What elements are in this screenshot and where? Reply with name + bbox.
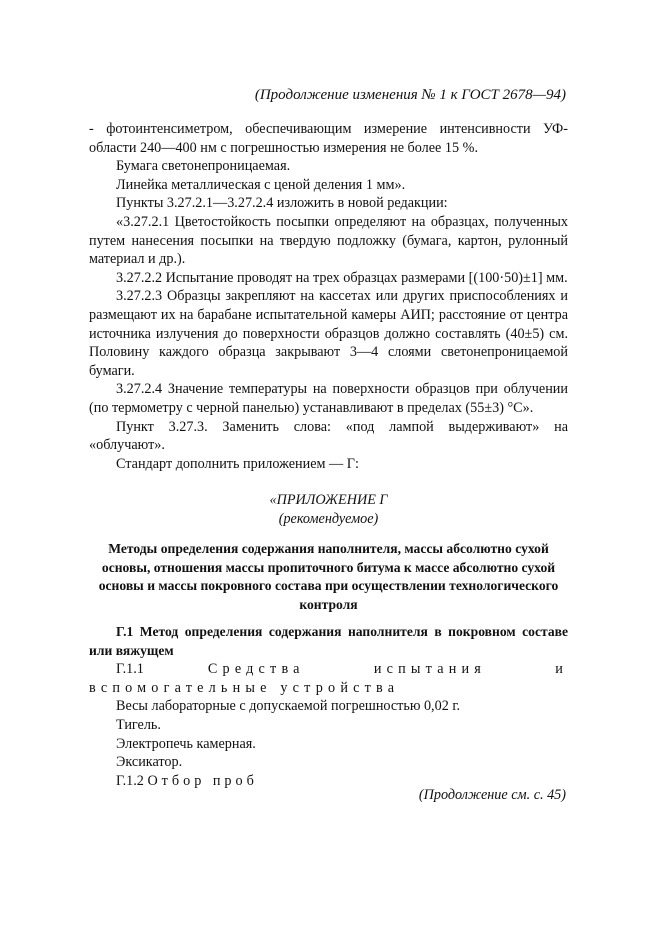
subsection-g11-title: Средства испытания и вспомогательные устройства bbox=[89, 661, 569, 696]
paragraph-3-27-2-2: 3.27.2.2 Испытание проводят на трех образцах размерами [(100·50)±1] мм. bbox=[116, 269, 568, 286]
paragraph-3-27-2-1: «3.27.2.1 Цветостойкость посыпки определяют на образцах, полученных путем нанесения посыпки на твердую подложку (бумага, картон, рулонный материал и др.). bbox=[89, 213, 568, 268]
subsection-g11 bbox=[89, 660, 568, 697]
paragraph-appendix-intro: Стандарт дополнить приложением — Г: bbox=[116, 455, 359, 472]
section-g1-heading: Г.1 Метод определения содержания наполнителя в покровном составе или вяжущем bbox=[89, 624, 568, 658]
paragraph-new-edition: Пункты 3.27.2.1—3.27.2.4 изложить в новой редакции: bbox=[116, 195, 448, 212]
appendix-subtitle: (рекомендуемое) bbox=[278, 511, 379, 527]
section-g1 bbox=[89, 623, 568, 790]
subsection-g12-number: Г.1.2 bbox=[116, 772, 144, 789]
page-header: (Продолжение изменения № 1 к ГОСТ 2678—94) bbox=[254, 87, 566, 103]
appendix-heading bbox=[89, 491, 568, 529]
amendment-body bbox=[89, 120, 568, 473]
paragraph-photointensimeter: - фотоинтенсиметром, обеспечивающим измерение интенсивности УФ-области 240—400 нм с погрешностью измерения не более 15 %. bbox=[89, 121, 568, 156]
list-item-crucible: Тигель. bbox=[116, 716, 161, 733]
page-footer: (Продолжение см. с. 45) bbox=[418, 787, 566, 803]
methods-title: Методы определения содержания наполнителя, массы абсолютно сухой основы, отношения массы пропиточного битума к массе абсолютно сухой основы и массы покровного состава при осуществлении технологического контроля bbox=[98, 541, 559, 612]
appendix-title: «ПРИЛОЖЕНИЕ Г bbox=[269, 492, 388, 508]
paragraph-paper: Бумага светонепроницаемая. bbox=[116, 158, 291, 175]
paragraph-ruler: Линейка металлическая с ценой деления 1 мм». bbox=[116, 176, 406, 193]
paragraph-3-27-3: Пункт 3.27.3. Заменить слова: «под лампой выдерживают» на «облучают». bbox=[89, 418, 568, 454]
list-item-scales: Весы лабораторные с допускаемой погрешностью 0,02 г. bbox=[116, 698, 461, 715]
paragraph-3-27-2-4: 3.27.2.4 Значение температуры на поверхности образцов при облучении (по термометру с черной панелью) устанавливают в пределах (55±3) °С». bbox=[89, 381, 568, 416]
subsection-g12-title: Отбор проб bbox=[147, 772, 258, 789]
subsection-g11-number: Г.1.1 bbox=[116, 661, 144, 678]
list-item-desiccator: Эксикатор. bbox=[116, 754, 183, 771]
paragraph-3-27-2-3: 3.27.2.3 Образцы закрепляют на кассетах или других приспособлениях и размещают их на барабане испытательной камеры АИП; расстояние от центра источника излучения до поверхности образцов должно составлять (40±5) см. Половину каждого образца закрывают 3—4 слоями светонепроницаемой бумаги. bbox=[89, 288, 568, 379]
list-item-furnace: Электропечь камерная. bbox=[116, 735, 256, 752]
